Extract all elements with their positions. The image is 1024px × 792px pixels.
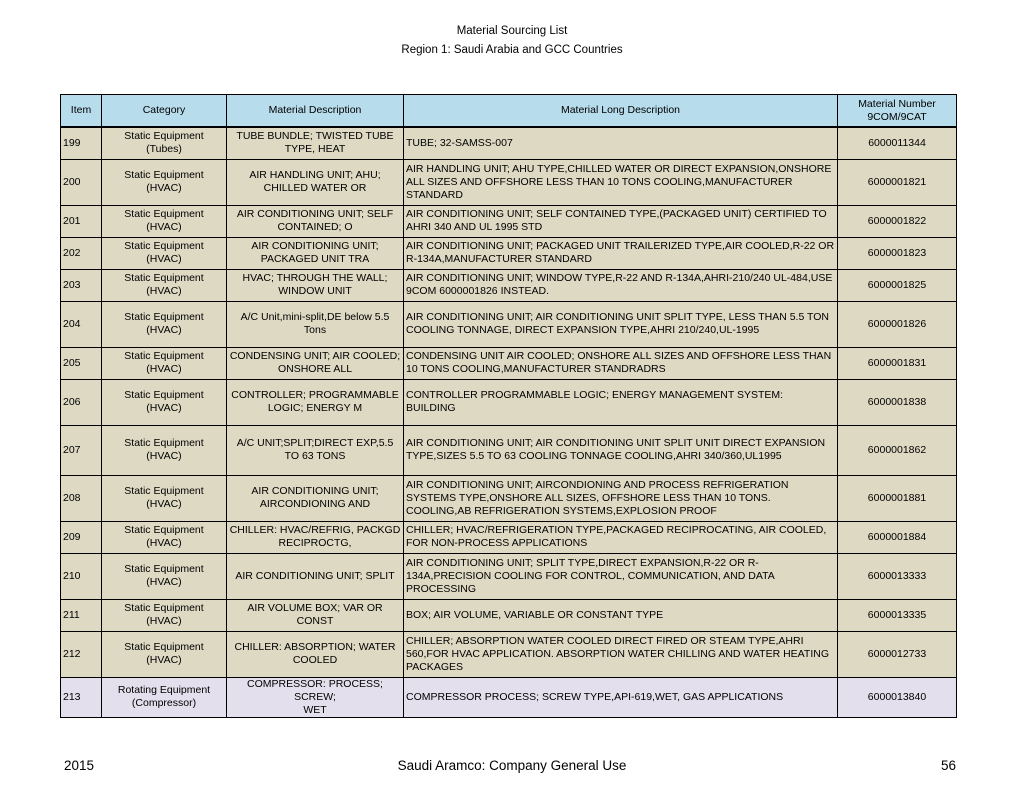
description-cell: A/C UNIT;SPLIT;DIRECT EXP,5.5 TO 63 TONS [227,425,404,475]
item-cell: 208 [61,475,102,521]
category-cell: Static Equipment (HVAC) [102,599,227,631]
description-cell: TUBE BUNDLE; TWISTED TUBE TYPE, HEAT [227,127,404,159]
item-cell: 212 [61,631,102,677]
description-cell: AIR CONDITIONING UNIT; SPLIT [227,553,404,599]
document-subtitle: Region 1: Saudi Arabia and GCC Countries [401,44,623,56]
material-number-cell: 6000001822 [838,205,957,237]
category-cell: Static Equipment (HVAC) [102,425,227,475]
item-cell: 210 [61,553,102,599]
category-cell: Static Equipment (HVAC) [102,631,227,677]
long-description-cell: AIR CONDITIONING UNIT; PACKAGED UNIT TRAILERIZED TYPE,AIR COOLED,R-22 OR R-134A,MANUFACTURER STANDARD [404,237,838,269]
item-cell: 209 [61,521,102,553]
long-description-cell: AIR CONDITIONING UNIT; SPLIT TYPE,DIRECT EXPANSION,R-22 OR R-134A,PRECISION COOLING FOR CONTROL, COMMUNICATION, AND DATA PROCESSING [404,553,838,599]
description-cell: CONDENSING UNIT; AIR COOLED; ONSHORE ALL [227,347,404,379]
long-description-cell: TUBE; 32-SAMSS-007 [404,127,838,159]
table-row [61,553,957,599]
table-row [61,475,957,521]
long-description-cell: AIR HANDLING UNIT; AHU TYPE,CHILLED WATER OR DIRECT EXPANSION,ONSHORE ALL SIZES AND OFFSHORE LESS THAN 10 TONS COOLING,MANUFACTURER STANDARD [404,159,838,205]
table-row [61,379,957,425]
description-cell: AIR CONDITIONING UNIT; SELF CONTAINED; O [227,205,404,237]
material-number-cell: 6000012733 [838,631,957,677]
description-cell: CHILLER: ABSORPTION; WATER COOLED [227,631,404,677]
column-header-item: Item [61,95,102,128]
item-cell: 206 [61,379,102,425]
description-cell: CHILLER: HVAC/REFRIG, PACKGD RECIPROCTG, [227,521,404,553]
material-number-cell: 6000013333 [838,553,957,599]
item-cell: 205 [61,347,102,379]
footer-classification: Saudi Aramco: Company General Use [397,758,627,773]
item-cell: 203 [61,269,102,301]
category-cell: Static Equipment (HVAC) [102,301,227,347]
item-cell: 201 [61,205,102,237]
item-cell: 207 [61,425,102,475]
category-cell: Static Equipment (HVAC) [102,521,227,553]
table-row [61,521,957,553]
long-description-cell: AIR CONDITIONING UNIT; AIR CONDITIONING UNIT SPLIT UNIT DIRECT EXPANSION TYPE,SIZES 5.5 TO 63 COOLING TONNAGE COOLING,AHRI 340/360,UL1995 [404,425,838,475]
long-description-cell: CHILLER; HVAC/REFRIGERATION TYPE,PACKAGED RECIPROCATING, AIR COOLED, FOR NON-PROCESS APPLICATIONS [404,521,838,553]
material-number-cell: 6000013840 [838,677,957,717]
long-description-cell: AIR CONDITIONING UNIT; SELF CONTAINED TYPE,(PACKAGED UNIT) CERTIFIED TO AHRI 340 AND UL 1995 STD [404,205,838,237]
item-cell: 202 [61,237,102,269]
item-cell: 204 [61,301,102,347]
item-cell: 213 [61,677,102,717]
column-header-material-number: Material Number 9COM/9CAT [838,95,957,128]
description-cell: A/C Unit,mini-split,DE below 5.5 Tons [227,301,404,347]
long-description-cell: AIR CONDITIONING UNIT; AIR CONDITIONING UNIT SPLIT TYPE, LESS THAN 5.5 TON COOLING TONNAGE, DIRECT EXPANSION TYPE,AHRI 210/240,UL-1995 [404,301,838,347]
category-cell: Static Equipment (HVAC) [102,205,227,237]
item-cell: 199 [61,127,102,159]
material-sourcing-table [60,94,957,718]
material-number-cell: 6000001831 [838,347,957,379]
table-row [61,205,957,237]
table-header-row [61,95,957,128]
material-number-cell: 6000001821 [838,159,957,205]
description-cell: AIR VOLUME BOX; VAR OR CONST [227,599,404,631]
material-number-cell: 6000013335 [838,599,957,631]
column-header-long-description: Material Long Description [404,95,838,128]
long-description-cell: BOX; AIR VOLUME, VARIABLE OR CONSTANT TYPE [404,599,838,631]
long-description-cell: CHILLER; ABSORPTION WATER COOLED DIRECT FIRED OR STEAM TYPE,AHRI 560,FOR HVAC APPLICATION. ABSORPTION WATER CHILLING AND WATER HEATING PACKAGES [404,631,838,677]
material-number-cell: 6000001884 [838,521,957,553]
category-cell: Rotating Equipment (Compressor) [102,677,227,717]
table-row [61,599,957,631]
document-header [0,22,1024,60]
description-cell: CONTROLLER; PROGRAMMABLE LOGIC; ENERGY M [227,379,404,425]
table-row [61,631,957,677]
item-cell: 200 [61,159,102,205]
material-number-cell: 6000001881 [838,475,957,521]
table-row [61,425,957,475]
table-row [61,301,957,347]
long-description-cell: AIR CONDITIONING UNIT; WINDOW TYPE,R-22 AND R-134A,AHRI-210/240 UL-484,USE 9COM 6000001826 INSTEAD. [404,269,838,301]
item-cell: 211 [61,599,102,631]
long-description-cell: CONDENSING UNIT AIR COOLED; ONSHORE ALL SIZES AND OFFSHORE LESS THAN 10 TONS COOLING,MANUFACTURER STANDRADRS [404,347,838,379]
material-number-cell: 6000001825 [838,269,957,301]
category-cell: Static Equipment (HVAC) [102,269,227,301]
long-description-cell: AIR CONDITIONING UNIT; AIRCONDIONING AND PROCESS REFRIGERATION SYSTEMS TYPE,ONSHORE ALL SIZES, OFFSHORE LESS THAN 10 TONS. COOLING,AB REFRIGERATION SYSTEMS,EXPLOSION PROOF [404,475,838,521]
material-number-cell: 6000011344 [838,127,957,159]
footer-page-number: 56 [940,758,956,773]
category-cell: Static Equipment (HVAC) [102,159,227,205]
description-cell: AIR CONDITIONING UNIT; PACKAGED UNIT TRA [227,237,404,269]
description-cell: AIR HANDLING UNIT; AHU; CHILLED WATER OR [227,159,404,205]
category-cell: Static Equipment (Tubes) [102,127,227,159]
document-title: Material Sourcing List [456,25,568,37]
description-cell: HVAC; THROUGH THE WALL; WINDOW UNIT [227,269,404,301]
table-row [61,127,957,159]
category-cell: Static Equipment (HVAC) [102,237,227,269]
table-row [61,237,957,269]
material-number-cell: 6000001823 [838,237,957,269]
category-cell: Static Equipment (HVAC) [102,347,227,379]
material-number-cell: 6000001838 [838,379,957,425]
description-cell: AIR CONDITIONING UNIT; AIRCONDIONING AND [227,475,404,521]
material-number-cell: 6000001862 [838,425,957,475]
footer-year: 2015 [64,758,95,773]
table-row [61,347,957,379]
category-cell: Static Equipment (HVAC) [102,553,227,599]
table-row [61,677,957,717]
category-cell: Static Equipment (HVAC) [102,379,227,425]
long-description-cell: COMPRESSOR PROCESS; SCREW TYPE,API-619,WET, GAS APPLICATIONS [404,677,838,717]
table-row [61,159,957,205]
column-header-description: Material Description [227,95,404,128]
category-cell: Static Equipment (HVAC) [102,475,227,521]
column-header-category: Category [102,95,227,128]
table-row [61,269,957,301]
material-number-cell: 6000001826 [838,301,957,347]
description-cell: COMPRESSOR: PROCESS; SCREW; WET [227,677,404,717]
long-description-cell: CONTROLLER PROGRAMMABLE LOGIC; ENERGY MANAGEMENT SYSTEM: BUILDING [404,379,838,425]
